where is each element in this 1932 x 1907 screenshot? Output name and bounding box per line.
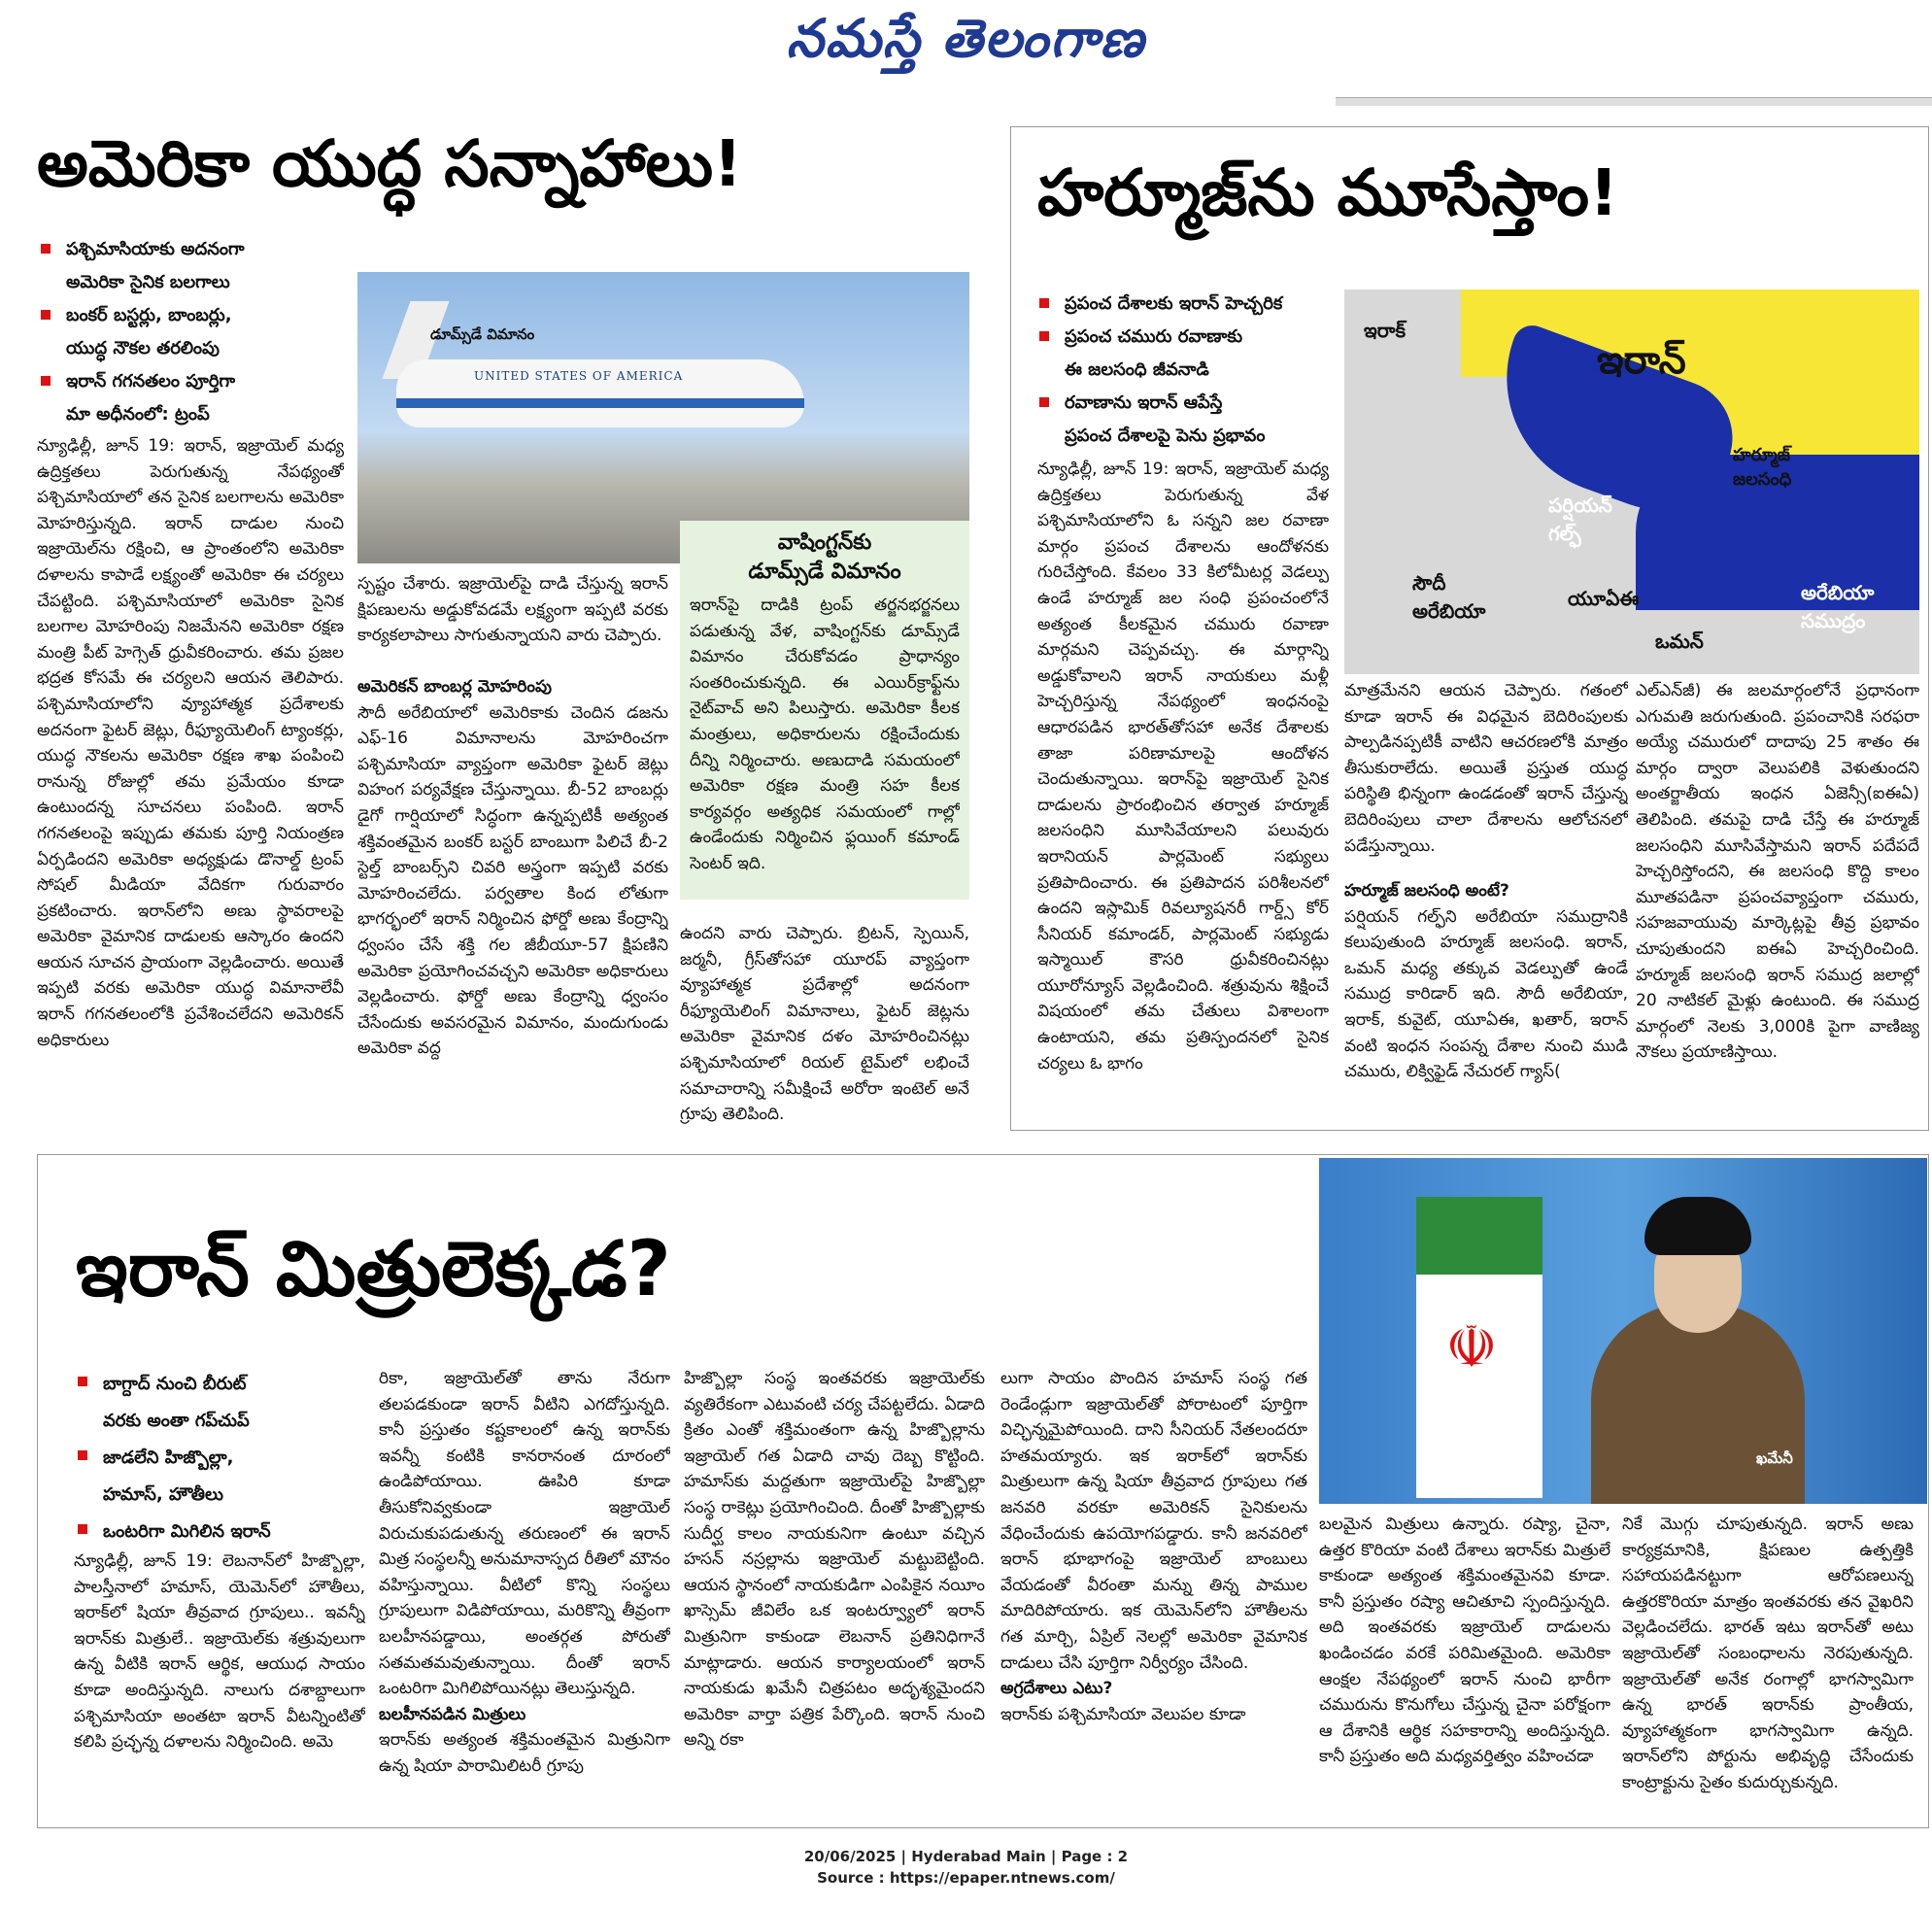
story2-subheading: హర్మూజ్ జలసంధి అంటే? xyxy=(1344,881,1509,901)
story2-col2 xyxy=(1344,878,1628,1100)
top-rule xyxy=(1336,97,1932,106)
story3-col4 xyxy=(1000,1366,1307,1811)
map-label-persian-gulf: పర్షియన్ గల్ఫ్ xyxy=(1548,494,1612,545)
story3-col1: న్యూఢిల్లీ, జూన్ 19: లెబనాన్‌లో హిజ్బొల్లా, పాలస్తీనాలో హమాస్, యెమెన్‌లో హౌతీలు, ఇరాక్‌లో షియా తీవ్రవాద గ్రూపులు.. ఇవన్నీ ఇరాన్‌కు మిత్రులే.. ఇజ్రాయెల్‌కు శత్రువులుగా ఉన్న వీటికి ఇరాన్ ఆర్థిక, ఆయుధ సాయం కూడా అందిస్తున్నది. నాలుగు దశాబ్దాలుగా పశ్చిమాసియా అంతటా ఇరాన్ వీటన్నింటితో కలిపి ప్రచ్ఛన్న దళాలను నిర్మించింది. అమె xyxy=(74,1551,365,1753)
portrait-turban xyxy=(1644,1197,1751,1255)
flag-white-band xyxy=(1416,1275,1542,1498)
footer-source-line: Source : https://epaper.ntnews.com/ xyxy=(817,1869,1115,1887)
map-label-uae: యూఏఈ xyxy=(1568,587,1640,610)
story3-bullets xyxy=(74,1366,365,1550)
story1-col2-body: సౌదీ అరేబియాలో అమెరికాకు చెందిన డజను ఎఫ్-16 విమానాలను మోహరించగా పశ్చిమాసియా వ్యాప్తంగా అమెరికా ఫైటర్ జెట్లు విహంగ పర్యవేక్షణ చేస్తున్నాయి. బీ-52 బాంబర్లు డైగో గార్షియాలో సిద్ధంగా ఉన్నప్పటికీ అత్యంత శక్తివంతమైన బంకర్ బస్టర్ బాంబుగా పిలిచే బీ-2 స్టెల్త్ బాంబర్స్‌ని చివరి అస్త్రంగా ఇప్పటి వరకు మోహరించలేదు. పర్వతాల కింద లోతుగా భాగర్భంలో ఇరాన్ నిర్మించిన ఫోర్డో అణు కేంద్రాన్ని ధ్వంసం చేసే శక్తి గల జీబీయూ-57 క్షిపణిని అమెరికా ప్రయోగించవచ్చని అమెరికా అధికారులు వెల్లడించారు. ఫోర్డో అణు కేంద్రాన్ని ధ్వంసం చేసేందుకు అవసరమైన విమానం, మందుగుండు అమెరికా వద్ద xyxy=(357,702,668,1059)
map-label-oman: ఒమన్ xyxy=(1655,630,1704,653)
story3-subheading-powers: అగ్రదేశాలు ఎటు? xyxy=(1000,1679,1113,1699)
doomsday-box-title: వాషింగ్టన్‌కు డూమ్స్‌డే విమానం xyxy=(748,530,901,584)
map-label-arabian-sea: అరేబియా సముద్రం xyxy=(1801,581,1875,632)
map-label-iran: ఇరాన్ xyxy=(1597,338,1686,383)
story1-col3: ఉందని వారు చెప్పారు. బ్రిటన్, స్పెయిన్, జర్మనీ, గ్రీస్‌తోసహా యూరప్ వ్యాప్తంగా వ్యూహాత్మక ప్రదేశాల్లో అదనంగా రీఫ్యూయెలింగ్ విమానాలు, ఫైటర్ జెట్లను అమెరికా వైమానిక దళం మోహరించినట్లు పశ్చిమాసియాలో రియల్ టైమ్‌లో లభించే సమాచారాన్ని సమీక్షించే అరోరా ఇంటెల్ అనే గ్రూపు తెలిపింది. xyxy=(680,924,969,1125)
story3-col4-body: ఇరాన్‌కు పశ్చిమాసియా వెలుపల కూడా xyxy=(1000,1704,1246,1724)
story3-col4-text: లుగా సాయం పొందిన హమాస్ సంస్థ గత రెండేండ్లుగా ఇజ్రాయెల్‌తో పోరాటంలో పూర్తిగా విచ్ఛిన్నమైపోయింది. దాని సీనియర్ నేతలందరూ హతమయ్యారు. ఇక ఇరాక్‌లో ఇరాన్‌కు మిత్రులుగా ఉన్న షియా తీవ్రవాద గ్రూపులు గత జనవరి వరకూ అమెరికన్ సైనికులను వేధించేందుకు ఉపయోగపడ్డారు. కానీ జనవరిలో ఇరాన్ భూభాగంపై ఇజ్రాయెల్ బాంబులు వేయడంతో వీరంతా మన్ను తిన్న పాముల మాదిరిపోయారు. ఇక యెమెన్‌లోని హౌతీలను గత మార్చి, ఏప్రిల్ నెలల్లో అమెరికా వైమానిక దాడులు చేసి పూర్తిగా నిర్వీర్యం చేసింది. xyxy=(1000,1369,1307,1673)
doomsday-box xyxy=(680,521,969,900)
story1-bullet: ఇరాన్ గగనతలం పూర్తిగా మా అధీనంలో: ట్రంప్ xyxy=(37,365,348,431)
plane-stripe xyxy=(396,398,804,408)
story3-bullet: బాగ్దాద్ నుంచి బీరుట్ వరకు అంతా గప్‌చుప్ xyxy=(74,1366,365,1440)
map-label-saudi: సౌదీ అరేబియా xyxy=(1412,571,1486,623)
story3-col2-text: రికా, ఇజ్రాయెల్‌తో తాను నేరుగా తలపడకుండా ఇరాన్ వీటిని ఎగదోస్తున్నది. కానీ ప్రస్తుతం కష్టకాలంలో ఉన్న ఇరాన్‌కు ఇవన్నీ కంటికి కానరానంత దూరంలో ఉండిపోయాయి. ఊపిరి కూడా తీసుకోనివ్వకుండా ఇజ్రాయెల్ విరుచుకుపడుతున్న తరుణంలో ఈ ఇరాన్ మిత్ర సంస్థలన్నీ అనుమానాస్పద రీతిలో మౌనం వహిస్తున్నాయి. వీటిలో కొన్ని సంస్థలు గ్రూపులుగా విడిపోయాయి, మరికొన్ని తీవ్రంగా బలహీనపడ్డాయి, అంతర్గత పోరుతో సతమతమవుతున్నాయి. దీంతో ఇరాన్ ఒంటరిగా మిగిలిపోయినట్లు తెలుస్తున్నది. xyxy=(379,1369,670,1699)
story2-col2-body: పర్షియన్ గల్ఫ్‌ని అరేబియా సముద్రానికి కలుపుతుంది హర్మూజ్ జలసంధి. ఇరాన్, ఒమన్ మధ్య తక్కువ వెడల్పుతో ఉండే సముద్ర కారిడార్ ఇది. సౌదీ అరేబియా, ఇరాక్, కువైట్, యూఏఈ, ఖతార్, ఇరాన్ వంటి ఇంధన సంపన్న దేశాల నుంచి ముడి చమురు, లిక్విఫైడ్ నేచురల్ గ్యాస్( xyxy=(1344,906,1628,1082)
footer-date-line: 20/06/2025 | Hyderabad Main | Page : 2 xyxy=(803,1848,1129,1865)
map-label-iraq: ఇరాక్ xyxy=(1364,319,1407,342)
story2-col1: న్యూఢిల్లీ, జూన్ 19: ఇరాన్, ఇజ్రాయెల్ మధ్య ఉద్రిక్తతలు పెరుగుతున్న వేళ పశ్చిమాసియాలోని ఓ సన్నని జల రవాణా మార్గం ప్రపంచ దేశాలను ఆందోళనకు గురిచేస్తోంది. కేవలం 33 కిలోమీటర్ల వెడల్పు ఉండే హర్మూజ్ జల సంధి ప్రపంచంలోనే అత్యంత కీలకమైన చమురు రవాణా మార్గమని చెప్పవచ్చు. ఈ మార్గాన్ని అడ్డుకోవాలని ఇరాన్ నాయకులు మళ్లీ హెచ్చరిస్తున్న నేపథ్యంలో ఇంధనంపై ఆధారపడిన భారత్‌తోసహా అనేక దేశాలకు తాజా పరిణామాలపై ఆందోళన చెందుతున్నాయి. ఇరాన్‌పై ఇజ్రాయెల్ సైనిక దాడులను ప్రారంభించిన తర్వాత హర్మూజ్ జలసంధిని మూసివేయాలని పలువురు ఇరానియన్ పార్లమెంట్ సభ్యులు ప్రతిపాదించారు. ఈ ప్రతిపాదన పరిశీలనలో ఉందని ఇస్లామిక్ రివల్యూషనరీ గార్డ్స్ కోర్ సీనియర్ కమాండర్, పార్లమెంట్ సభ్యుడు ఇస్మాయిల్ కౌసరి ధ్రువీకరించినట్లు యూరోన్యూస్ వెల్లడించింది. శత్రువును శిక్షించే విషయంలో తమ చేతులు విశాలంగా ఉంటాయని, తమ ప్రతిస్పందనలో సైనిక చర్యలు ఓ భాగం xyxy=(1037,460,1329,1073)
story1-col2 xyxy=(357,674,668,1135)
story1-headline: అమెరికా యుద్ధ సన్నాహాలు! xyxy=(37,126,743,201)
doomsday-box-body: ఇరాన్‌పై దాడికి ట్రంప్ తర్జనభర్జనలు పడుతున్న వేళ, వాషింగ్టన్‌కు డూమ్స్‌డే విమానం చేరుకోవడం ప్రాధాన్యం సంతరించుకున్నది. ఈ ఎయిర్‌క్రాఫ్ట్‌ను నైట్‌వాచ్ అని పిలుస్తారు. అమెరికా కీలక మంత్రులు, అధికారులను రక్షించేందుకు దీన్ని నిర్మించారు. అణుదాడి సమయంలో అమెరికా రక్షణ మంత్రి సహ కీలక కార్యవర్గం అత్యధిక సమయంలో గాల్లో ఉండేందుకు నిర్మించిన ఫ్లయింగ్ కమాండ్ సెంటర్ ఇది. xyxy=(690,596,960,873)
flag-emblem-icon: ☫ xyxy=(1445,1313,1498,1381)
khamenei-portrait xyxy=(1319,1158,1927,1504)
story2-col3: ఎల్ఎన్‌జీ) ఈ జలమార్గంలోనే ప్రధానంగా ఎగుమతి జరుగుతుంది. ప్రపంచానికి సరఫరా అయ్యే చమురులో దాదాపు 25 శాతం ఈ మార్గం ద్వారా వెలుపలికి వెళుతుందని అంతర్జాతీయ ఇంధన ఏజెన్సీ(ఐఈఏ) తెలిపింది. తమపై దాడి చేస్తే ఈ హర్మూజ్ జలసంధిని మూసివేస్తామని ఇరాన్ పదేపదే హెచ్చరిస్తోందని, ఈ జలసంధి కొద్ది కాలం మూతపడినా ప్రపంచవ్యాప్తంగా చమురు, సహజవాయువు మార్కెట్లపై తీవ్ర ప్రభావం చూపుతుందని ఐఈఏ హెచ్చరించింది. హర్మూజ్ జలసంధి ఇరాన్ సముద్ర జలాల్లో 20 నాటికల్ మైళ్లు ఉంటుంది. ఈ సముద్ర మార్గంలో నెలకు 3,000కి పైగా వాణిజ్య నౌకలు ప్రయాణిస్తాయి. xyxy=(1636,681,1919,1063)
story1-bullet: పశ్చిమాసియాకు అదనంగా అమెరికా సైనిక బలగాలు xyxy=(37,233,348,299)
portrait-caption: ఖమేనీ xyxy=(1756,1449,1793,1467)
map-label-hormuz: హర్మూజ్ జలసంధి xyxy=(1733,445,1792,490)
story2-headline: హర్మూజ్‌ను మూసేస్తాం! xyxy=(1037,155,1619,230)
story3-col2-body: ఇరాన్‌కు అత్యంత శక్తిమంతమైన మిత్రునిగా ఉన్న షియా పారామిలిటరీ గ్రూపు xyxy=(379,1730,670,1776)
story3-col3: హిజ్బొల్లా సంస్థ ఇంతవరకు ఇజ్రాయెల్‌కు వ్యతిరేకంగా ఎటువంటి చర్య చేపట్టలేదు. ఏడాది క్రితం ఎంతో శక్తిమంతంగా ఉన్న హిజ్బొల్లాను ఇజ్రాయెల్ గత ఏడాది చావు దెబ్బ కొట్టింది. హమాస్‌కు మద్దతుగా ఇజ్రాయెల్‌పై హిజ్బొల్లా సంస్థ రాకెట్లు ప్రయోగించింది. దీంతో హిజ్బొల్లాకు సుదీర్ఘ కాలం నాయకునిగా ఉంటూ వచ్చిన హసన్ నస్రల్లాను ఇజ్రాయెల్ మట్టుబెట్టింది. ఆయన స్థానంలో నాయకుడిగా ఎంపికైన నయీం ఖాస్సెమ్ జీవిలేం ఒక ఇంటర్వ్యూలో ఇరాన్ మిత్రునిగా కాకుండా లెబనాన్ ప్రతినిధిగానే మాట్లాడారు. ఆయన కార్యాలయంలో ఇరాన్ నాయకుడు ఖమేనీ చిత్రపటం అదృశ్యమైందని అమెరికా వార్తా పత్రిక పేర్కొంది. ఇరాన్ నుంచి అన్ని రకా xyxy=(684,1369,985,1751)
flag-green-band xyxy=(1416,1197,1542,1275)
doomsday-plane-photo xyxy=(357,272,969,563)
plane-livery-text: UNITED STATES OF AMERICA xyxy=(474,369,684,383)
story2-bullet: ప్రపంచ చమురు రవాణాకు ఈ జలసంధి జీవనాడి xyxy=(1035,321,1337,387)
story1-bullets xyxy=(37,233,348,431)
photo-caption: డూమ్స్‌డే విమానం xyxy=(430,325,535,343)
story2-bullet: రవాణాను ఇరాన్ ఆపేస్తే ప్రపంచ దేశాలపై పెను ప్రభావం xyxy=(1035,387,1337,453)
story3-col2 xyxy=(379,1366,670,1811)
masthead: నమస్తే తెలంగాణ xyxy=(786,8,1146,69)
story2-bullets xyxy=(1035,288,1337,453)
story3-headline: ఇరాన్ మిత్రులెక్కడ? xyxy=(76,1226,671,1313)
story3-subheading-allies: బలహీనపడిన మిత్రులు xyxy=(379,1704,526,1724)
story3-bullet: జాడలేని హిజ్బొల్లా, హమాస్, హౌతీలు xyxy=(74,1440,365,1514)
portrait-robe xyxy=(1591,1304,1805,1504)
story3-bullet: ఒంటరిగా మిగిలిన ఇరాన్ xyxy=(74,1514,365,1550)
hormuz-map xyxy=(1344,289,1919,674)
story1-col1: న్యూఢిల్లీ, జూన్ 19: ఇరాన్, ఇజ్రాయెల్ మధ్య ఉద్రిక్తతలు పెరుగుతున్న నేపథ్యంతో పశ్చిమాసియాలో తన సైనిక బలగాలను అమెరికా మోహరిస్తున్నది. ఇరాన్ దాడుల నుంచి ఇజ్రాయెల్‌ను రక్షించి, ఆ ప్రాంతంలోని అమెరికా దళాలను కాపాడే లక్ష్యంతో అమెరికా ఈ చర్యలు చేపట్టింది. పశ్చిమాసియాలో అమెరికా సైనిక బలగాల మోహరింపు నిజమేనని అమెరికా రక్షణ మంత్రి పీట్ హెగ్సెత్ ధ్రువీకరించారు. తమ ప్రజల భద్రత కోసమే ఈ చర్యలని ఆయన తెలిపారు. పశ్చిమాసియాలోని వ్యూహాత్మక ప్రదేశాలకు అదనంగా ఫైటర్ జెట్లు, రీఫ్యూయెలింగ్ ట్యాంకర్లు, యుద్ధ నౌకలను అమెరికా రక్షణ శాఖ పంపించి రానున్న రోజుల్లో తమ ప్రమేయం కూడా ఉంటుందన్న సూచనలు పంపింది. ఇరాన్ గగనతలంపై ఇప్పుడు తమకు పూర్తి నియంత్రణ ఏర్పడిందని అమెరికా అధ్యక్షుడు డొనాల్డ్ ట్రంప్ సోషల్ మీడియా వేదికగా గురువారం ప్రకటించారు. ఇరాన్‌లోని అణు స్థావరాలపై అమెరికా వైమానిక దాడులకు ఆస్కారం ఉందని ఆయన సూచన ప్రాయంగా వెల్లడించారు. అయితే ఇప్పటి వరకు అమెరికా యుద్ధ విమానాలేవీ ఇరాన్ గగనతలంలోకి ప్రవేశించలేదని అమెరికన్ అధికారులు xyxy=(37,436,344,1050)
story3-col6: నికే మొగ్గు చూపుతున్నది. ఇరాన్ అణు కార్యక్రమానికి, క్షిపణుల ఉత్పత్తికి సహాయపడినట్టుగా ఆరోపణలున్న ఉత్తరకొరియా మాత్రం ఇంతవరకు తన వైఖరిని వెల్లడించలేదు. భారత్ ఇటు ఇరాన్‌తో అటు ఇజ్రాయెల్‌తో సంబంధాలను నెరపుతున్నది. ఇజ్రాయెల్‌తో అనేక రంగాల్లో భాగస్వామిగా ఉన్న భారత్ ఇరాన్‌కు ప్రాంతీయ, వ్యూహాత్మకంగా భాగస్వామిగా ఉన్నది. ఇరాన్‌లోని పోర్టును అభివృద్ధి చేసేందుకు కాంట్రాక్టును సైతం కుదుర్చుకున్నది. xyxy=(1622,1515,1914,1792)
story3-col5: బలమైన మిత్రులు ఉన్నారు. రష్యా, చైనా, ఉత్తర కొరియా వంటి దేశాలు ఇరాన్‌కు మిత్రులే కాకుండా అత్యంత శక్తిమంతమైనవి కూడా. కానీ ప్రస్తుతం రష్యా ఆచితూచి స్పందిస్తున్నది. అది ఇంతవరకు ఇజ్రాయెల్ దాడులను ఖండించడం వరకే పరిమితమైంది. అమెరికా ఆంక్షల నేపథ్యంలో ఇరాన్ నుంచి భారీగా చమురును కొనుగోలు చేస్తున్న చైనా పరోక్షంగా ఆ దేశానికి ఆర్థిక సహకారాన్ని అందిస్తున్నది. కానీ ప్రస్తుతం అది మధ్యవర్తిత్వం వహించడా xyxy=(1319,1515,1610,1767)
story1-col2-intro: స్పష్టం చేశారు. ఇజ్రాయెల్‌పై దాడి చేస్తున్న ఇరాన్ క్షిపణులను అడ్డుకోవడమే లక్ష్యంగా ఇప్పటి వరకు కార్యకలాపాలు సాగుతున్నాయని వారు చెప్పారు. xyxy=(357,574,668,646)
story2-col2-intro: మాత్రమేనని ఆయన చెప్పారు. గతంలో కూడా ఇరాన్ ఈ విధమైన బెదిరింపులకు పాల్పడినప్పటికీ వాటిని ఆచరణలోకి మాత్రం తీసుకురాలేదు. అయితే ప్రస్తుత యుద్ధ పరిస్థితి భిన్నంగా ఉండడంతో ఇరాన్ చేస్తున్న బెదిరింపులు చాలా దేశాలను ఆలోచనలో పడేస్తున్నాయి. xyxy=(1344,681,1628,856)
story1-subheading: అమెరికన్ బాంబర్ల మోహరింపు xyxy=(357,677,552,697)
story1-bullet: బంకర్ బస్టర్లు, బాంబర్లు, యుద్ధ నౌకల తరలింపు xyxy=(37,299,348,365)
story2-bullet: ప్రపంచ దేశాలకు ఇరాన్ హెచ్చరిక xyxy=(1035,288,1337,321)
